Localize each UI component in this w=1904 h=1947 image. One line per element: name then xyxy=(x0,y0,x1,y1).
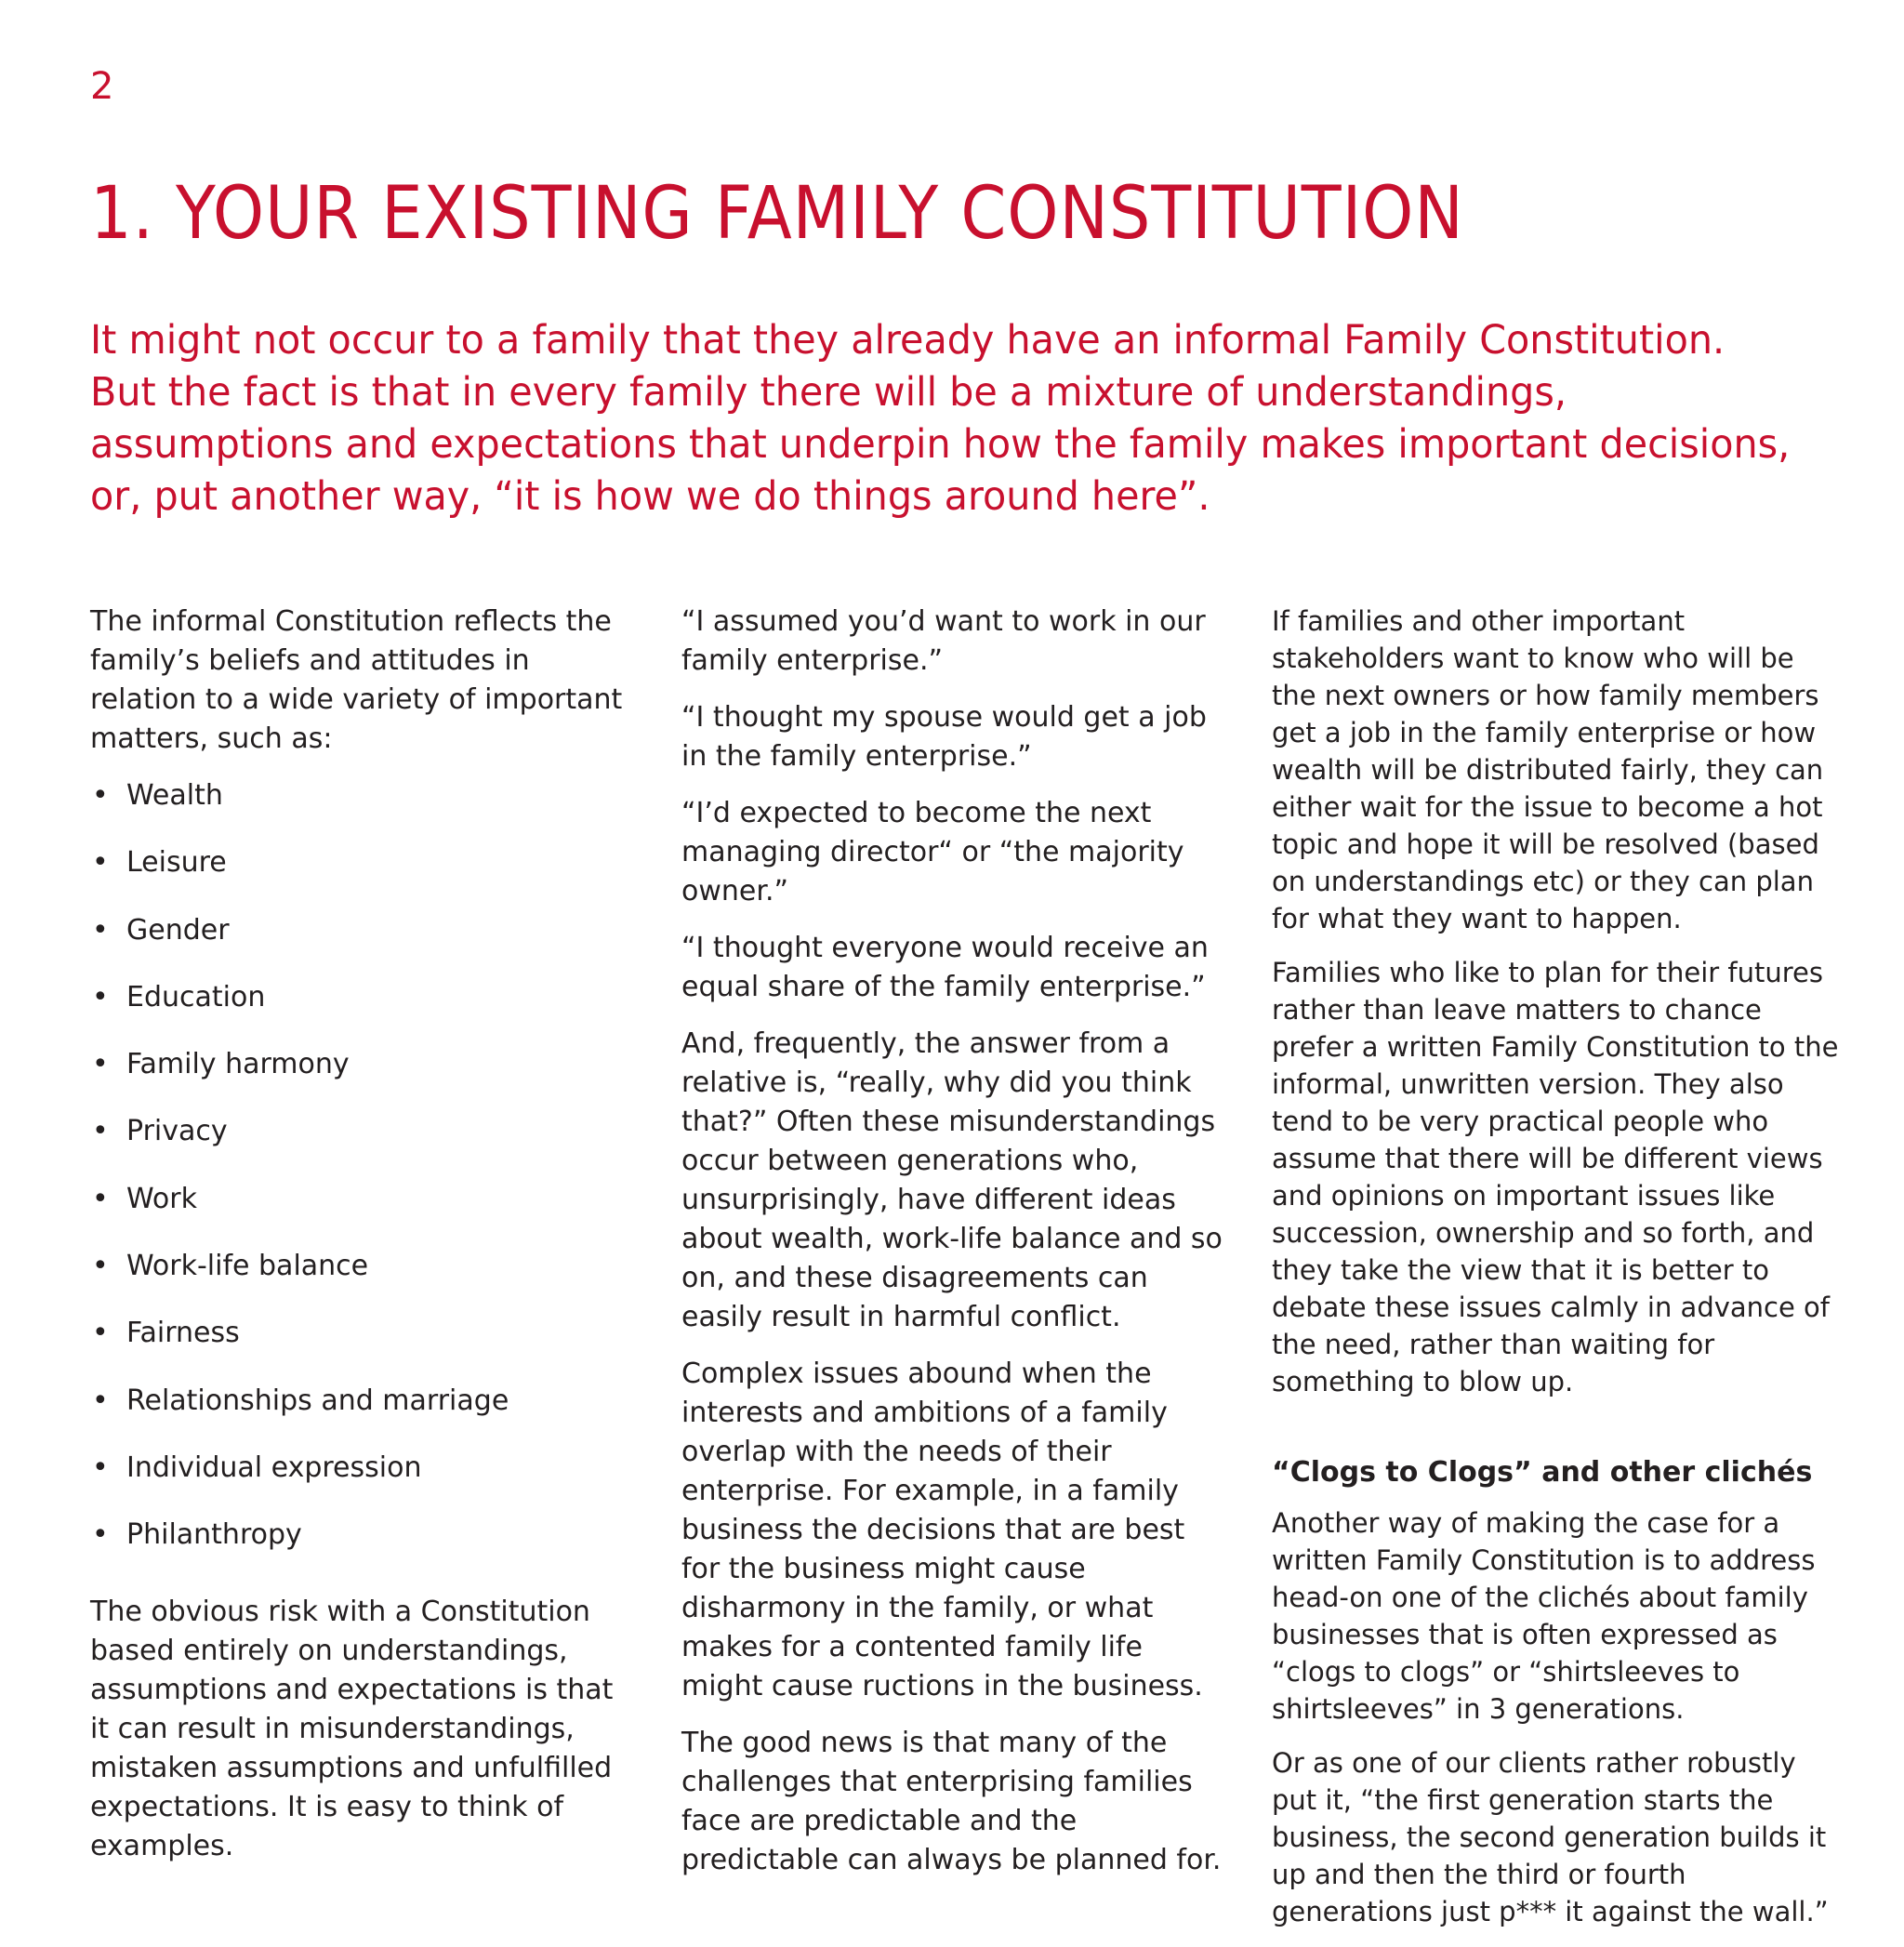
page-number: 2 xyxy=(90,65,114,108)
col3-paragraph-3: Another way of making the case for a written Family Constitution is to address head-on one of the clichés about family businesses that is often expressed as “clogs to clogs” or “shirtsleeves to shirtsleeves” in 3 generations. xyxy=(1272,1507,1816,1725)
quote-2: “I thought my spouse would get a job in the family enterprise.” xyxy=(681,701,1207,773)
list-item: • Family harmony xyxy=(90,1045,629,1112)
col2-paragraph-2: Complex issues abound when the interests and ambitions of a family overlap with the needs of their enterprise. For example, in a family business the decisions that are best for the business might cause disharmony in the family, or what makes for a contented family life might cause ructions in the business. xyxy=(681,1358,1203,1702)
col1-paragraph-1: The informal Constitution reflects the family’s beliefs and attitudes in relation to a wide variety of important matters, such as: xyxy=(90,605,623,755)
list-item: • Individual expression xyxy=(90,1449,629,1516)
col3-paragraph-2: Families who like to plan for their futures rather than leave matters to chance prefer a written Family Constitution to the informal, unwritten version. They also tend to be very practical people who assume that there will be different views and opinions on important issues like succession, ownership and so forth, and they take the view that it is better to debate these issues calmly in advance of the need, rather than waiting for something to blow up. xyxy=(1272,957,1839,1397)
quote-4: “I thought everyone would receive an equal share of the family enterprise.” xyxy=(681,932,1209,1003)
list-item: • Privacy xyxy=(90,1112,629,1179)
col2-paragraph-1: And, frequently, the answer from a relative is, “really, why did you think that?” Often these misunderstandings occur between generations who, unsurprisingly, have different ideas about wealth, work-life balance and so on, and these disagreements can easily result in harmful conflict. xyxy=(681,1027,1223,1333)
list-item: • Philanthropy xyxy=(90,1516,629,1583)
intro-paragraph: It might not occur to a family that they already have an informal Family Constitution. But the fact is that in every family there will be a mixture of understandings, assumptions and expectations that underpin how the family makes important decisions, or, put another way, “it is how we do things around here”. xyxy=(90,317,1791,520)
list-item: • Wealth xyxy=(90,776,629,843)
list-item: • Education xyxy=(90,978,629,1045)
list-item: • Leisure xyxy=(90,843,629,910)
list-item: • Gender xyxy=(90,911,629,978)
quote-1: “I assumed you’d want to work in our family enterprise.” xyxy=(681,605,1206,677)
list-item: • Work xyxy=(90,1180,629,1247)
quote-3: “I’d expected to become the next managing director“ or “the majority owner.” xyxy=(681,797,1184,907)
section-subheading: “Clogs to Clogs” and other clichés xyxy=(1272,1456,1813,1489)
list-item: • Work-life balance xyxy=(90,1247,629,1314)
col3-paragraph-4: Or as one of our clients rather robustly put it, “the first generation starts the business, the second generation builds it up and then the third or fourth generations just p*** it against the wall.” xyxy=(1272,1747,1829,1927)
column-middle xyxy=(681,603,1230,1898)
list-item: • Fairness xyxy=(90,1314,629,1381)
column-right xyxy=(1272,603,1839,1947)
col3-paragraph-1: If families and other important stakeholders want to know who will be the next owners or how family members get a job in the family enterprise or how wealth will be distributed fairly, they can either wait for the issue to become a hot topic and hope it will be resolved (based on understandings etc) or they can plan for what they want to happen. xyxy=(1272,605,1824,934)
list-item: • Relationships and marriage xyxy=(90,1382,629,1449)
column-left xyxy=(90,603,629,1884)
col1-paragraph-2: The obvious risk with a Constitution based entirely on understandings, assumptions and expectations is that it can result in misunderstandings, mistaken assumptions and unfulfilled expectations. It is easy to think of examples. xyxy=(90,1595,614,1862)
page-title: 1. YOUR EXISTING FAMILY CONSTITUTION xyxy=(90,172,1464,256)
col2-paragraph-3: The good news is that many of the challenges that enterprising families face are predictable and the predictable can always be planned for. xyxy=(681,1727,1222,1876)
matters-list xyxy=(90,776,629,1583)
